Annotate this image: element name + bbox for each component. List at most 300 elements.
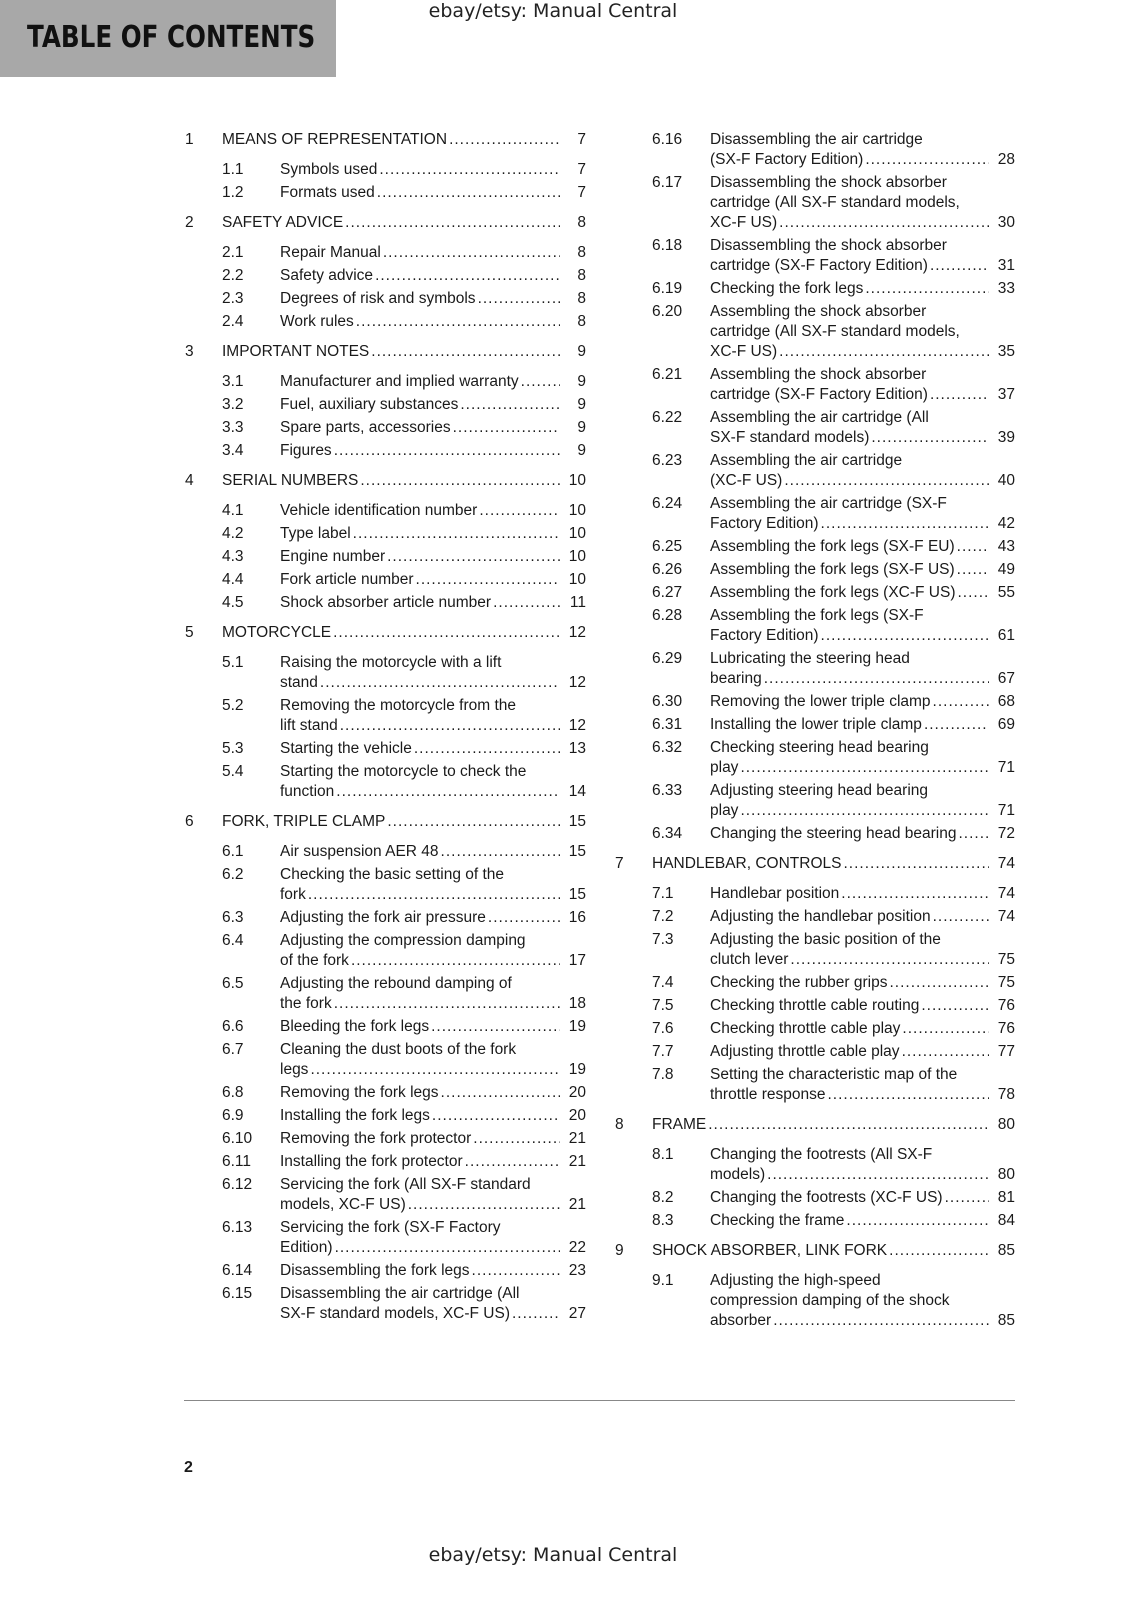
entry-number: 7: [615, 855, 624, 872]
entry-page: 9: [577, 373, 586, 390]
entry-page: 7: [577, 161, 586, 178]
toc-section[interactable]: [185, 593, 586, 613]
entry-title-text: Fuel, auxiliary substances: [280, 396, 459, 413]
entry-number: 3.3: [222, 419, 244, 436]
entry-title-line: Lubricating the steering head: [710, 650, 910, 667]
toc-section[interactable]: [615, 408, 1015, 448]
entry-title-text: Checking throttle cable routing: [710, 997, 920, 1014]
entry-number: 5.1: [222, 654, 244, 671]
entry-page: 23: [568, 1262, 586, 1279]
entry-page: 74: [997, 908, 1015, 925]
toc-section[interactable]: [185, 160, 586, 180]
entry-number: 1.1: [222, 161, 244, 178]
entry-title-text: MEANS OF REPRESENTATION: [222, 131, 448, 148]
entry-title-last-line: [222, 213, 586, 233]
entry-title: [280, 372, 586, 392]
entry-title-text: of the fork: [280, 952, 349, 969]
entry-page: 9: [577, 396, 586, 413]
entry-title: [710, 583, 1015, 603]
toc-chapter[interactable]: [185, 213, 586, 233]
entry-title-line: Checking steering head bearing: [710, 739, 929, 756]
toc-chapter[interactable]: [615, 1115, 1015, 1135]
toc-section[interactable]: [185, 1218, 586, 1258]
entry-title-last-line: [280, 1106, 586, 1126]
entry-number: 6.30: [652, 693, 683, 710]
entry-number: 5.4: [222, 763, 244, 780]
entry-title: [280, 908, 586, 928]
toc-section[interactable]: [615, 236, 1015, 276]
entry-number: 6.13: [222, 1219, 253, 1236]
dot-leader: [353, 524, 560, 544]
entry-page: 81: [997, 1189, 1015, 1206]
toc-section[interactable]: [185, 931, 586, 971]
entry-title-text: HANDLEBAR, CONTROLS: [652, 855, 842, 872]
entry-title-last-line: [280, 673, 586, 693]
toc-section[interactable]: [615, 583, 1015, 603]
dot-leader: [958, 583, 990, 603]
entry-title: [710, 1188, 1015, 1208]
toc-section[interactable]: [615, 130, 1015, 170]
entry-title-last-line: [280, 312, 586, 332]
entry-title-last-line: [280, 1304, 586, 1324]
entry-title-text: play: [710, 802, 739, 819]
entry-title-text: cartridge (SX-F Factory Edition): [710, 257, 928, 274]
toc-group: [615, 130, 1015, 844]
dot-leader: [308, 885, 560, 905]
entry-title-text: IMPORTANT NOTES: [222, 343, 370, 360]
entry-title-text: cartridge (SX-F Factory Edition): [710, 386, 928, 403]
toc-section[interactable]: [185, 842, 586, 862]
dot-leader: [790, 950, 989, 970]
toc-section[interactable]: [185, 974, 586, 1014]
entry-page: 78: [997, 1086, 1015, 1103]
entry-title-last-line: [710, 471, 1015, 491]
dot-leader: [708, 1115, 989, 1135]
toc-section[interactable]: [185, 418, 586, 438]
toc-section[interactable]: [185, 1261, 586, 1281]
entry-title-last-line: [222, 471, 586, 491]
entry-title-line: Setting the characteristic map of the: [710, 1066, 958, 1083]
entry-page: 21: [568, 1153, 586, 1170]
entry-title-last-line: [280, 716, 586, 736]
dot-leader: [351, 951, 560, 971]
toc-section[interactable]: [185, 1040, 586, 1080]
toc-group: [185, 812, 586, 1324]
toc-section[interactable]: [615, 1211, 1015, 1231]
entry-title: [280, 696, 586, 736]
entry-title: [710, 649, 1015, 689]
toc-section[interactable]: [615, 1188, 1015, 1208]
entry-title-text: the fork: [280, 995, 332, 1012]
entry-title-last-line: [280, 547, 586, 567]
entry-number: 6.26: [652, 561, 683, 578]
toc-section[interactable]: [615, 606, 1015, 646]
entry-page: 14: [568, 783, 586, 800]
entry-title-last-line: [280, 885, 586, 905]
entry-page: 67: [997, 670, 1015, 687]
entry-page: 69: [997, 716, 1015, 733]
entry-number: 6.33: [652, 782, 683, 799]
toc-section[interactable]: [185, 266, 586, 286]
entry-title: [222, 130, 586, 150]
entry-page: 74: [997, 885, 1015, 902]
toc-section[interactable]: [615, 302, 1015, 362]
dot-leader: [449, 130, 560, 150]
entry-title-text: SAFETY ADVICE: [222, 214, 344, 231]
toc-chapter[interactable]: [615, 854, 1015, 874]
entry-number: 6.2: [222, 866, 244, 883]
toc-section[interactable]: [185, 547, 586, 567]
entry-title: [280, 1106, 586, 1126]
entry-title-text: SHOCK ABSORBER, LINK FORK: [652, 1242, 888, 1259]
toc-section[interactable]: [615, 715, 1015, 735]
dot-leader: [408, 1195, 560, 1215]
entry-number: 3.4: [222, 442, 244, 459]
entry-title: [710, 560, 1015, 580]
entry-title-text: throttle response: [710, 1086, 826, 1103]
dot-leader: [493, 593, 560, 613]
dot-leader: [383, 243, 560, 263]
entry-page: 13: [568, 740, 586, 757]
entry-title-text: Manufacturer and implied warranty: [280, 373, 519, 390]
entry-number: 4.4: [222, 571, 244, 588]
toc-section[interactable]: [185, 1083, 586, 1103]
entry-title: [280, 441, 586, 461]
page-number: 2: [184, 1459, 193, 1476]
toc-section[interactable]: [185, 289, 586, 309]
entry-title-last-line: [222, 812, 586, 832]
toc-section[interactable]: [615, 1065, 1015, 1105]
entry-title-text: Checking the frame: [710, 1212, 845, 1229]
dot-leader: [930, 385, 989, 405]
entry-title-text: Repair Manual: [280, 244, 381, 261]
dot-leader: [416, 570, 560, 590]
toc-section[interactable]: [185, 1152, 586, 1172]
entry-number: 4.5: [222, 594, 244, 611]
entry-number: 6.32: [652, 739, 683, 756]
entry-number: 6.31: [652, 716, 683, 733]
entry-number: 6.27: [652, 584, 683, 601]
entry-page: 61: [997, 627, 1015, 644]
dot-leader: [890, 973, 990, 993]
entry-title-line: Cleaning the dust boots of the fork: [280, 1041, 517, 1058]
entry-title: [710, 365, 1015, 405]
entry-page: 71: [997, 759, 1015, 776]
toc-section[interactable]: [615, 973, 1015, 993]
entry-title-text: Adjusting the fork air pressure: [280, 909, 486, 926]
toc-section[interactable]: [615, 824, 1015, 844]
entry-number: 8.3: [652, 1212, 674, 1229]
toc-section[interactable]: [615, 692, 1015, 712]
entry-title-last-line: [710, 715, 1015, 735]
entry-number: 5: [185, 624, 194, 641]
entry-title: [280, 762, 586, 802]
toc-chapter[interactable]: [615, 1241, 1015, 1261]
toc-section[interactable]: [185, 243, 586, 263]
entry-title-text: MOTORCYCLE: [222, 624, 332, 641]
toc-section[interactable]: [615, 1271, 1015, 1331]
entry-number: 6.28: [652, 607, 683, 624]
entry-number: 6.7: [222, 1041, 244, 1058]
entry-number: 4.1: [222, 502, 244, 519]
entry-number: 1: [185, 131, 194, 148]
entry-number: 7.2: [652, 908, 674, 925]
entry-title: [280, 570, 586, 590]
entry-title-text: XC-F US): [710, 343, 778, 360]
entry-title-last-line: [652, 1115, 1015, 1135]
toc-group: [185, 130, 586, 203]
toc-section[interactable]: [185, 865, 586, 905]
toc-section[interactable]: [185, 501, 586, 521]
toc-chapter[interactable]: [185, 623, 586, 643]
entry-title: [280, 418, 586, 438]
entry-page: 28: [997, 151, 1015, 168]
entry-title-last-line: [652, 854, 1015, 874]
toc-section[interactable]: [185, 441, 586, 461]
entry-title-last-line: [710, 1311, 1015, 1331]
dot-leader: [387, 812, 560, 832]
toc-group: [185, 471, 586, 613]
dot-leader: [933, 692, 989, 712]
entry-title-line: Starting the motorcycle to check the: [280, 763, 527, 780]
dot-leader: [865, 150, 989, 170]
entry-title-last-line: [652, 1241, 1015, 1261]
entry-title-line: compression damping of the shock: [710, 1292, 950, 1309]
entry-page: 40: [997, 472, 1015, 489]
entry-title: [710, 279, 1015, 299]
entry-number: 9.1: [652, 1272, 674, 1289]
toc-section[interactable]: [185, 395, 586, 415]
entry-page: 17: [568, 952, 586, 969]
entry-title-last-line: [280, 842, 586, 862]
entry-title: [710, 302, 1015, 362]
dot-leader: [521, 372, 560, 392]
toc-section[interactable]: [615, 930, 1015, 970]
entry-title-last-line: [710, 385, 1015, 405]
dot-leader: [336, 782, 560, 802]
entry-title-last-line: [280, 951, 586, 971]
toc-chapter[interactable]: [185, 471, 586, 491]
entry-page: 15: [568, 813, 586, 830]
entry-title-text: legs: [280, 1061, 309, 1078]
entry-page: 21: [568, 1196, 586, 1213]
entry-title-text: SX-F standard models): [710, 429, 870, 446]
entry-title-text: Installing the fork legs: [280, 1107, 430, 1124]
entry-title: [710, 408, 1015, 448]
toc-section[interactable]: [615, 907, 1015, 927]
entry-page: 8: [577, 290, 586, 307]
entry-title: [710, 1042, 1015, 1062]
toc-section[interactable]: [615, 279, 1015, 299]
dot-leader: [740, 758, 989, 778]
dot-leader: [821, 514, 989, 534]
entry-title-text: Engine number: [280, 548, 386, 565]
entry-title: [710, 1211, 1015, 1231]
toc-section[interactable]: [615, 173, 1015, 233]
entry-title-text: lift stand: [280, 717, 338, 734]
entry-title-text: function: [280, 783, 335, 800]
entry-page: 39: [997, 429, 1015, 446]
entry-page: 10: [568, 571, 586, 588]
entry-page: 9: [577, 442, 586, 459]
entry-page: 75: [997, 951, 1015, 968]
entry-title-text: Checking the rubber grips: [710, 974, 888, 991]
entry-title-last-line: [710, 537, 1015, 557]
toc-section[interactable]: [615, 1145, 1015, 1185]
dot-leader: [441, 842, 560, 862]
toc-section[interactable]: [185, 570, 586, 590]
toc-section[interactable]: [185, 372, 586, 392]
dot-leader: [821, 626, 989, 646]
dot-leader: [930, 256, 989, 276]
entry-title: [222, 471, 586, 491]
dot-leader: [958, 824, 989, 844]
toc-chapter[interactable]: [185, 130, 586, 150]
entry-title-text: stand: [280, 674, 318, 691]
entry-title-line: Assembling the air cartridge (All: [710, 409, 929, 426]
entry-page: 55: [997, 584, 1015, 601]
entry-title-text: absorber: [710, 1312, 772, 1329]
entry-title: [280, 1083, 586, 1103]
toc-group: [185, 342, 586, 461]
entry-title: [710, 173, 1015, 233]
entry-title-last-line: [280, 441, 586, 461]
entry-page: 35: [997, 343, 1015, 360]
dot-leader: [472, 1261, 560, 1281]
entry-title-last-line: [710, 1042, 1015, 1062]
entry-number: 6.3: [222, 909, 244, 926]
entry-title-text: (XC-F US): [710, 472, 783, 489]
entry-title-text: SERIAL NUMBERS: [222, 472, 359, 489]
entry-title-text: Edition): [280, 1239, 333, 1256]
entry-title-text: Spare parts, accessories: [280, 419, 451, 436]
toc-section[interactable]: [185, 739, 586, 759]
entry-number: 6.8: [222, 1084, 244, 1101]
toc-section[interactable]: [185, 696, 586, 736]
entry-title: [710, 781, 1015, 821]
entry-title-last-line: [710, 150, 1015, 170]
toc-section[interactable]: [615, 738, 1015, 778]
toc-section[interactable]: [615, 781, 1015, 821]
entry-title-text: (SX-F Factory Edition): [710, 151, 864, 168]
entry-number: 6.23: [652, 452, 683, 469]
entry-title-line: Checking the basic setting of the: [280, 866, 505, 883]
toc-section[interactable]: [185, 762, 586, 802]
entry-page: 10: [568, 548, 586, 565]
toc-section[interactable]: [615, 494, 1015, 534]
entry-title-last-line: [710, 801, 1015, 821]
entry-title: [710, 692, 1015, 712]
toc-section[interactable]: [185, 1284, 586, 1324]
toc-group: [185, 213, 586, 332]
entry-number: 6.9: [222, 1107, 244, 1124]
toc-section[interactable]: [185, 1106, 586, 1126]
entry-page: 37: [997, 386, 1015, 403]
dot-leader: [431, 1017, 560, 1037]
toc-section[interactable]: [615, 1019, 1015, 1039]
entry-number: 6.4: [222, 932, 244, 949]
toc-section[interactable]: [185, 908, 586, 928]
dot-leader: [345, 213, 560, 233]
toc-section[interactable]: [185, 524, 586, 544]
entry-number: 2.4: [222, 313, 244, 330]
dot-leader: [310, 1060, 560, 1080]
entry-number: 6.17: [652, 174, 683, 191]
entry-title: [280, 160, 586, 180]
entry-number: 6.22: [652, 409, 683, 426]
entry-title: [710, 537, 1015, 557]
toc-section[interactable]: [615, 996, 1015, 1016]
toc-section[interactable]: [185, 312, 586, 332]
entry-title: [280, 593, 586, 613]
entry-page: 80: [997, 1166, 1015, 1183]
toc-section[interactable]: [185, 183, 586, 203]
entry-title-last-line: [280, 243, 586, 263]
entry-page: 74: [997, 855, 1015, 872]
toc-section[interactable]: [615, 1042, 1015, 1062]
entry-title-line: Assembling the shock absorber: [710, 303, 927, 320]
entry-title-last-line: [710, 428, 1015, 448]
toc-section[interactable]: [615, 560, 1015, 580]
entry-page: 76: [997, 997, 1015, 1014]
toc-section[interactable]: [185, 1175, 586, 1215]
entry-number: 6.5: [222, 975, 244, 992]
toc-section[interactable]: [615, 537, 1015, 557]
entry-number: 6.14: [222, 1262, 253, 1279]
entry-title-line: Disassembling the shock absorber: [710, 237, 947, 254]
toc-section[interactable]: [615, 365, 1015, 405]
dot-leader: [843, 854, 989, 874]
entry-title-last-line: [710, 824, 1015, 844]
entry-title-text: play: [710, 759, 739, 776]
entry-title-line: Assembling the fork legs (SX-F: [710, 607, 924, 624]
entry-number: 8.1: [652, 1146, 674, 1163]
dot-leader: [921, 996, 989, 1016]
toc-chapter[interactable]: [185, 342, 586, 362]
entry-page: 77: [997, 1043, 1015, 1060]
toc-section[interactable]: [615, 451, 1015, 491]
entry-number: 5.2: [222, 697, 244, 714]
entry-number: 7.1: [652, 885, 674, 902]
entry-page: 10: [568, 502, 586, 519]
toc-section[interactable]: [615, 649, 1015, 689]
entry-page: 8: [577, 313, 586, 330]
entry-title: [710, 494, 1015, 534]
entry-title: [710, 996, 1015, 1016]
entry-number: 1.2: [222, 184, 244, 201]
entry-page: 27: [568, 1305, 586, 1322]
toc-chapter[interactable]: [185, 812, 586, 832]
entry-page: 10: [568, 472, 586, 489]
entry-title-text: Type label: [280, 525, 351, 542]
entry-title: [280, 1218, 586, 1258]
entry-title-line: Servicing the fork (All SX-F standard: [280, 1176, 531, 1193]
entry-title-last-line: [280, 501, 586, 521]
entry-title-text: Removing the fork protector: [280, 1130, 472, 1147]
dot-leader: [779, 213, 989, 233]
dot-leader: [334, 994, 560, 1014]
toc-section[interactable]: [615, 884, 1015, 904]
entry-title: [710, 884, 1015, 904]
entry-title-last-line: [280, 1152, 586, 1172]
entry-number: 8: [615, 1116, 624, 1133]
toc-section[interactable]: [185, 1129, 586, 1149]
toc-section[interactable]: [185, 653, 586, 693]
entry-title-last-line: [280, 570, 586, 590]
toc-section[interactable]: [185, 1017, 586, 1037]
watermark-bottom: ebay/etsy: Manual Central: [428, 1544, 678, 1566]
entry-number: 6.25: [652, 538, 683, 555]
